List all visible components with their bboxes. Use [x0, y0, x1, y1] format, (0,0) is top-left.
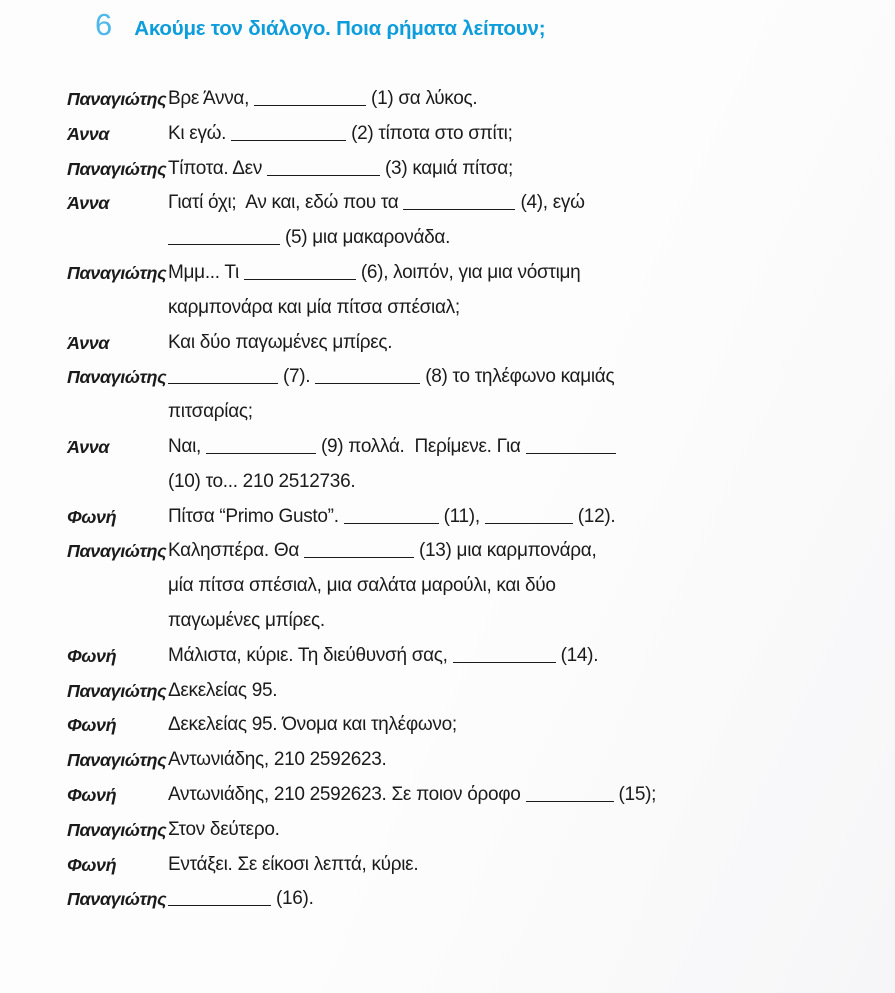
dialogue-line [67, 813, 875, 848]
dialogue-text: (16). [168, 882, 875, 917]
dialogue-text: Αντωνιάδης, 210 2592623. [168, 749, 387, 771]
dialogue-line [67, 395, 875, 430]
blank-line [315, 383, 420, 384]
dialogue-text: (10) το... 210 2512736. [168, 470, 356, 492]
dialogue-line [67, 152, 875, 187]
blank-line [168, 905, 271, 906]
speaker-name: Παναγιώτης [67, 819, 167, 840]
speaker-name: Φωνή [67, 854, 117, 875]
blank-line [168, 244, 280, 245]
dialogue-line [67, 604, 875, 639]
speaker-name: Φωνή [67, 645, 117, 666]
speaker-name [67, 221, 168, 256]
dialogue-line [67, 221, 875, 256]
blank-line [244, 279, 356, 280]
dialogue-line [67, 256, 875, 291]
dialogue-text: Δεκελείας 95. [168, 679, 278, 701]
dialogue-text: Ναι, (9) πολλά. Περίμενε. Για [168, 430, 875, 465]
speaker-name: Παναγιώτης [67, 541, 167, 562]
dialogue-line [67, 117, 875, 152]
dialogue-line [67, 430, 875, 465]
dialogue-line [67, 326, 875, 361]
speaker-name: Παναγιώτης [67, 158, 167, 179]
speaker-name: Παναγιώτης [67, 680, 167, 701]
dialogue-line [67, 465, 875, 500]
blank-line [304, 557, 414, 558]
dialogue-line [67, 778, 875, 813]
dialogue-line [67, 882, 875, 917]
exercise-heading [67, 8, 875, 42]
blank-line [403, 209, 515, 210]
dialogue-line [67, 534, 875, 569]
dialogue-text: Βρε Άννα, (1) σα λύκος. [168, 88, 478, 109]
dialogue-text: Στον δεύτερο. [168, 818, 280, 840]
speaker-name: Φωνή [67, 715, 117, 736]
speaker-name: Παναγιώτης [67, 89, 167, 109]
speaker-name: Άννα [67, 332, 110, 353]
dialogue-line [67, 743, 875, 778]
dialogue-text: μία πίτσα σπέσιαλ, μια σαλάτα μαρούλι, και δύο [168, 575, 556, 597]
dialogue-line [67, 639, 875, 674]
dialogue-text: Κι εγώ. (2) τίποτα στο σπίτι; [168, 122, 513, 144]
dialogue-text: (7). (8) το τηλέφωνο καμιάς [168, 360, 875, 395]
blank-line [267, 175, 380, 176]
dialogue-text: καρμπονάρα και μία πίτσα σπέσιαλ; [168, 296, 460, 318]
speaker-name [67, 604, 168, 639]
speaker-name: Φωνή [67, 506, 117, 527]
speaker-name: Φωνή [67, 784, 117, 805]
speaker-name: Παναγιώτης [67, 889, 167, 910]
speaker-name: Άννα [67, 193, 110, 214]
dialogue-text: Αντωνιάδης, 210 2592623. Σε ποιον όροφο (15); [168, 783, 657, 805]
dialogue-line [67, 848, 875, 883]
dialogue-text: Μμμ... Τι (6), λοιπόν, για μια νόστιμη [168, 261, 581, 283]
dialogue-text: παγωμένες μπίρες. [168, 609, 325, 631]
blank-line [168, 383, 278, 384]
dialogue-text: Δεκελείας 95. Όνομα και τηλέφωνο; [168, 714, 457, 736]
dialogue-text: Μάλιστα, κύριε. Τη διεύθυνσή σας, (14). [168, 644, 599, 666]
blank-line [526, 801, 614, 802]
blank-line [485, 523, 573, 524]
exercise-number: 6 [95, 7, 113, 42]
dialogue-line [67, 674, 875, 709]
dialogue-text: (5) μια μακαρονάδα. [168, 221, 875, 256]
dialogue-line [67, 569, 875, 604]
dialogue-text: Και δύο παγωμένες μπίρες. [168, 331, 393, 353]
speaker-name: Παναγιώτης [67, 367, 167, 388]
speaker-name: Παναγιώτης [67, 750, 167, 771]
speaker-name [67, 465, 168, 500]
blank-line [526, 453, 616, 454]
dialogue-text: Καλησπέρα. Θα (13) μια καρμπονάρα, [168, 540, 597, 562]
speaker-name: Παναγιώτης [67, 262, 167, 283]
dialogue-line [67, 82, 875, 117]
dialogue-text: Γιατί όχι; Αν και, εδώ που τα (4), εγώ [168, 192, 585, 214]
blank-line [231, 140, 346, 141]
blank-line [453, 662, 556, 663]
speaker-name [67, 395, 168, 430]
dialogue-line [67, 291, 875, 326]
speaker-name [67, 291, 168, 326]
exercise-title: Ακούμε τον διάλογο. Ποια ρήματα λείπουν; [134, 17, 546, 40]
dialogue-line [67, 708, 875, 743]
dialogue-text: Τίποτα. Δεν (3) καμιά πίτσα; [168, 157, 513, 179]
dialogue-text: Πίτσα “Primo Gusto”. (11), (12). [168, 505, 616, 527]
dialogue-text: πιτσαρίας; [168, 401, 253, 423]
blank-line [206, 453, 316, 454]
blank-line [254, 105, 366, 106]
dialogue-text: Εντάξει. Σε είκοσι λεπτά, κύριε. [168, 853, 419, 875]
dialogue-line [67, 186, 875, 221]
speaker-name [67, 569, 168, 604]
dialogue-line [67, 360, 875, 395]
speaker-name: Άννα [67, 436, 110, 457]
blank-line [344, 523, 439, 524]
speaker-name: Άννα [67, 123, 110, 144]
dialogue [67, 82, 875, 917]
dialogue-line [67, 500, 875, 535]
